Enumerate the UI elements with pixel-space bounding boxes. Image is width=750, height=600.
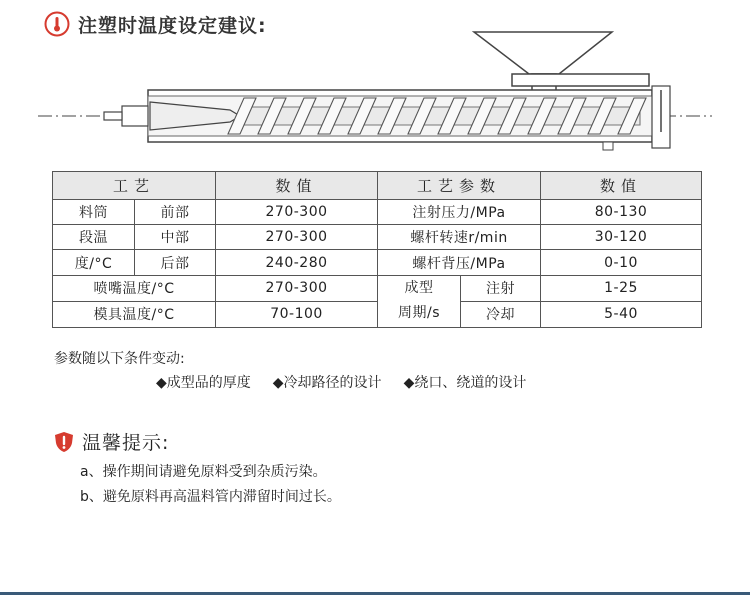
- tips-heading: [54, 428, 169, 455]
- note-item: ◆成型品的厚度: [156, 375, 251, 391]
- header-value: 数值: [216, 172, 378, 200]
- cell-param: 螺杆转速r/min: [378, 225, 541, 250]
- cell-param-value: 0-10: [541, 250, 702, 275]
- cell-cycle-group-2: 周期/s: [398, 305, 441, 322]
- cell-inject-label: 注射: [461, 275, 541, 301]
- cell-param: 螺杆背压/MPa: [378, 250, 541, 275]
- cell-mold-value: 70-100: [216, 301, 378, 327]
- cell-nozzle-label: 喷嘴温度/°C: [53, 275, 216, 301]
- parameter-table: [52, 171, 702, 328]
- cell-sub: 前部: [135, 199, 216, 224]
- table-row: [53, 301, 702, 327]
- note-item: ◆冷却路径的设计: [272, 375, 382, 391]
- shield-icon: [54, 431, 74, 453]
- tip-a: a、操作期间请避免原料受到杂质污染。: [80, 464, 327, 480]
- table-header-row: [53, 172, 702, 200]
- notes-intro: 参数随以下条件变动:: [54, 351, 185, 367]
- table-row: [53, 275, 702, 301]
- cell-sub: 后部: [135, 250, 216, 275]
- tip-b: b、避免原料再高温料管内滞留时间过长。: [80, 489, 341, 505]
- cell-cycle-group-1: 成型: [404, 280, 434, 297]
- injection-machine-diagram: [0, 28, 750, 163]
- bottom-divider: [0, 592, 750, 595]
- cell-param-value: 80-130: [541, 199, 702, 224]
- cell-value: 240-280: [216, 250, 378, 275]
- notes-list: [156, 372, 526, 392]
- table-row: [53, 225, 702, 250]
- cell-inject-value: 1-25: [541, 275, 702, 301]
- cell-cool-label: 冷却: [461, 301, 541, 327]
- page-title: 注塑时温度设定建议:: [78, 14, 267, 37]
- tips-title: 温馨提示:: [82, 432, 170, 454]
- header-param-value: 数值: [541, 172, 702, 200]
- cell-mold-label: 模具温度/°C: [53, 301, 216, 327]
- cell-value: 270-300: [216, 199, 378, 224]
- cell-cool-value: 5-40: [541, 301, 702, 327]
- cell-cycle-group: [378, 275, 461, 327]
- table-row: [53, 250, 702, 275]
- cell-group: 段温: [53, 225, 135, 250]
- cell-param-value: 30-120: [541, 225, 702, 250]
- cell-sub: 中部: [135, 225, 216, 250]
- cell-group: 料筒: [53, 199, 135, 224]
- cell-value: 270-300: [216, 225, 378, 250]
- header-process: 工艺: [53, 172, 216, 200]
- note-item: ◆绕口、绕道的设计: [403, 375, 527, 391]
- cell-param: 注射压力/MPa: [378, 199, 541, 224]
- cell-nozzle-value: 270-300: [216, 275, 378, 301]
- header-process-param: 工艺参数: [378, 172, 541, 200]
- table-row: [53, 199, 702, 224]
- cell-group: 度/°C: [53, 250, 135, 275]
